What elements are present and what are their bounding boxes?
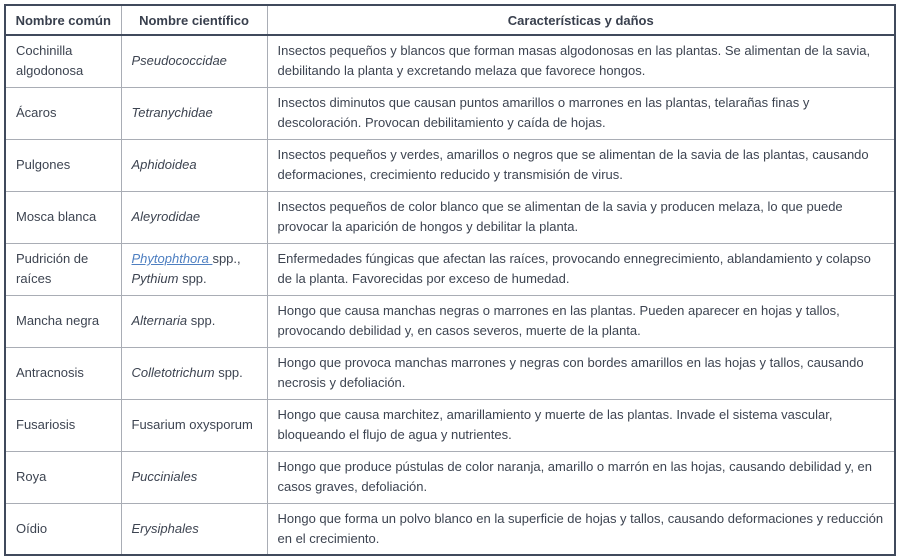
scientific-name-cell	[121, 451, 267, 503]
table-row	[5, 399, 895, 451]
description-cell: Insectos pequeños y verdes, amarillos o negros que se alimentan de la savia de las plantas, causando deformaciones, crecimiento reducido y transmisión de virus.	[267, 139, 895, 191]
scientific-name-cell	[121, 35, 267, 87]
species-name-segment: Pythium	[131, 271, 179, 286]
species-name-segment: spp.,	[212, 251, 241, 266]
table-header	[5, 5, 895, 35]
scientific-name-cell	[121, 295, 267, 347]
scientific-name-cell	[121, 347, 267, 399]
table-row	[5, 87, 895, 139]
description-cell: Insectos diminutos que causan puntos amarillos o marrones en las plantas, telarañas finas y descoloración. Provocan debilitamiento y caída de hojas.	[267, 87, 895, 139]
header-characteristics: Características y daños	[267, 5, 895, 35]
description-cell: Hongo que forma un polvo blanco en la superficie de hojas y tallos, causando deformaciones y reducción en el crecimiento.	[267, 503, 895, 555]
table-row	[5, 243, 895, 295]
species-name-segment: Tetranychidae	[131, 105, 213, 120]
description-cell: Hongo que causa marchitez, amarillamiento y muerte de las plantas. Invade el sistema vascular, bloqueando el flujo de agua y nutrientes.	[267, 399, 895, 451]
scientific-name-cell	[121, 87, 267, 139]
species-name-segment: Erysiphales	[131, 520, 199, 536]
header-row	[5, 5, 895, 35]
common-name-cell: Roya	[5, 451, 121, 503]
table-body	[5, 35, 895, 555]
common-name-cell: Pudrición de raíces	[5, 243, 121, 295]
species-name-segment: Alternaria	[131, 313, 188, 328]
common-name-cell: Mancha negra	[5, 295, 121, 347]
pests-diseases-table	[4, 4, 896, 556]
species-name-segment: Colletotrichum	[131, 365, 215, 380]
species-name-segment: Fusarium oxysporum	[131, 417, 253, 432]
table-row	[5, 503, 895, 555]
species-name-segment: Aphidoidea	[131, 157, 197, 172]
species-link[interactable]: Phytophthora	[131, 251, 213, 266]
description-cell: Hongo que produce pústulas de color naranja, amarillo o marrón en las hojas, causando debilidad y, en casos graves, defoliación.	[267, 451, 895, 503]
table-row	[5, 35, 895, 87]
species-name-segment: Pucciniales	[131, 469, 198, 484]
description-cell: Enfermedades fúngicas que afectan las raíces, provocando ennegrecimiento, ablandamiento y colapso de la planta. Favorecidas por exceso de humedad.	[267, 243, 895, 295]
table-row	[5, 347, 895, 399]
scientific-name-cell	[121, 399, 267, 451]
species-name-segment: spp.	[187, 313, 216, 328]
common-name-cell: Ácaros	[5, 87, 121, 139]
header-common-name: Nombre común	[5, 5, 121, 35]
description-cell: Insectos pequeños de color blanco que se alimentan de la savia y producen melaza, lo que puede provocar la aparición de hongos y debilitar la planta.	[267, 191, 895, 243]
species-name-segment: Aleyrodidae	[131, 209, 201, 224]
common-name-cell: Mosca blanca	[5, 191, 121, 243]
common-name-cell: Antracnosis	[5, 347, 121, 399]
description-cell: Insectos pequeños y blancos que forman masas algodonosas en las plantas. Se alimentan de la savia, debilitando la planta y excretando melaza que favorece hongos.	[267, 35, 895, 87]
scientific-name-cell	[121, 191, 267, 243]
table-row	[5, 451, 895, 503]
common-name-cell: Oídio	[5, 503, 121, 555]
scientific-name-cell	[121, 139, 267, 191]
description-cell: Hongo que provoca manchas marrones y negras con bordes amarillos en las hojas y tallos, causando necrosis y defoliación.	[267, 347, 895, 399]
common-name-cell: Cochinilla algodonosa	[5, 35, 121, 87]
scientific-name-cell	[121, 243, 267, 295]
common-name-cell: Fusariosis	[5, 399, 121, 451]
table-row	[5, 191, 895, 243]
species-name-segment: Pseudococcidae	[131, 53, 227, 69]
header-scientific-name: Nombre científico	[121, 5, 267, 35]
scientific-name-cell	[121, 503, 267, 555]
table-row	[5, 295, 895, 347]
table-row	[5, 139, 895, 191]
common-name-cell: Pulgones	[5, 139, 121, 191]
species-name-segment: spp.	[178, 271, 207, 286]
description-cell: Hongo que causa manchas negras o marrones en las plantas. Pueden aparecer en hojas y tallos, provocando debilidad y, en casos severos, muerte de la planta.	[267, 295, 895, 347]
species-name-segment: spp.	[214, 365, 243, 380]
